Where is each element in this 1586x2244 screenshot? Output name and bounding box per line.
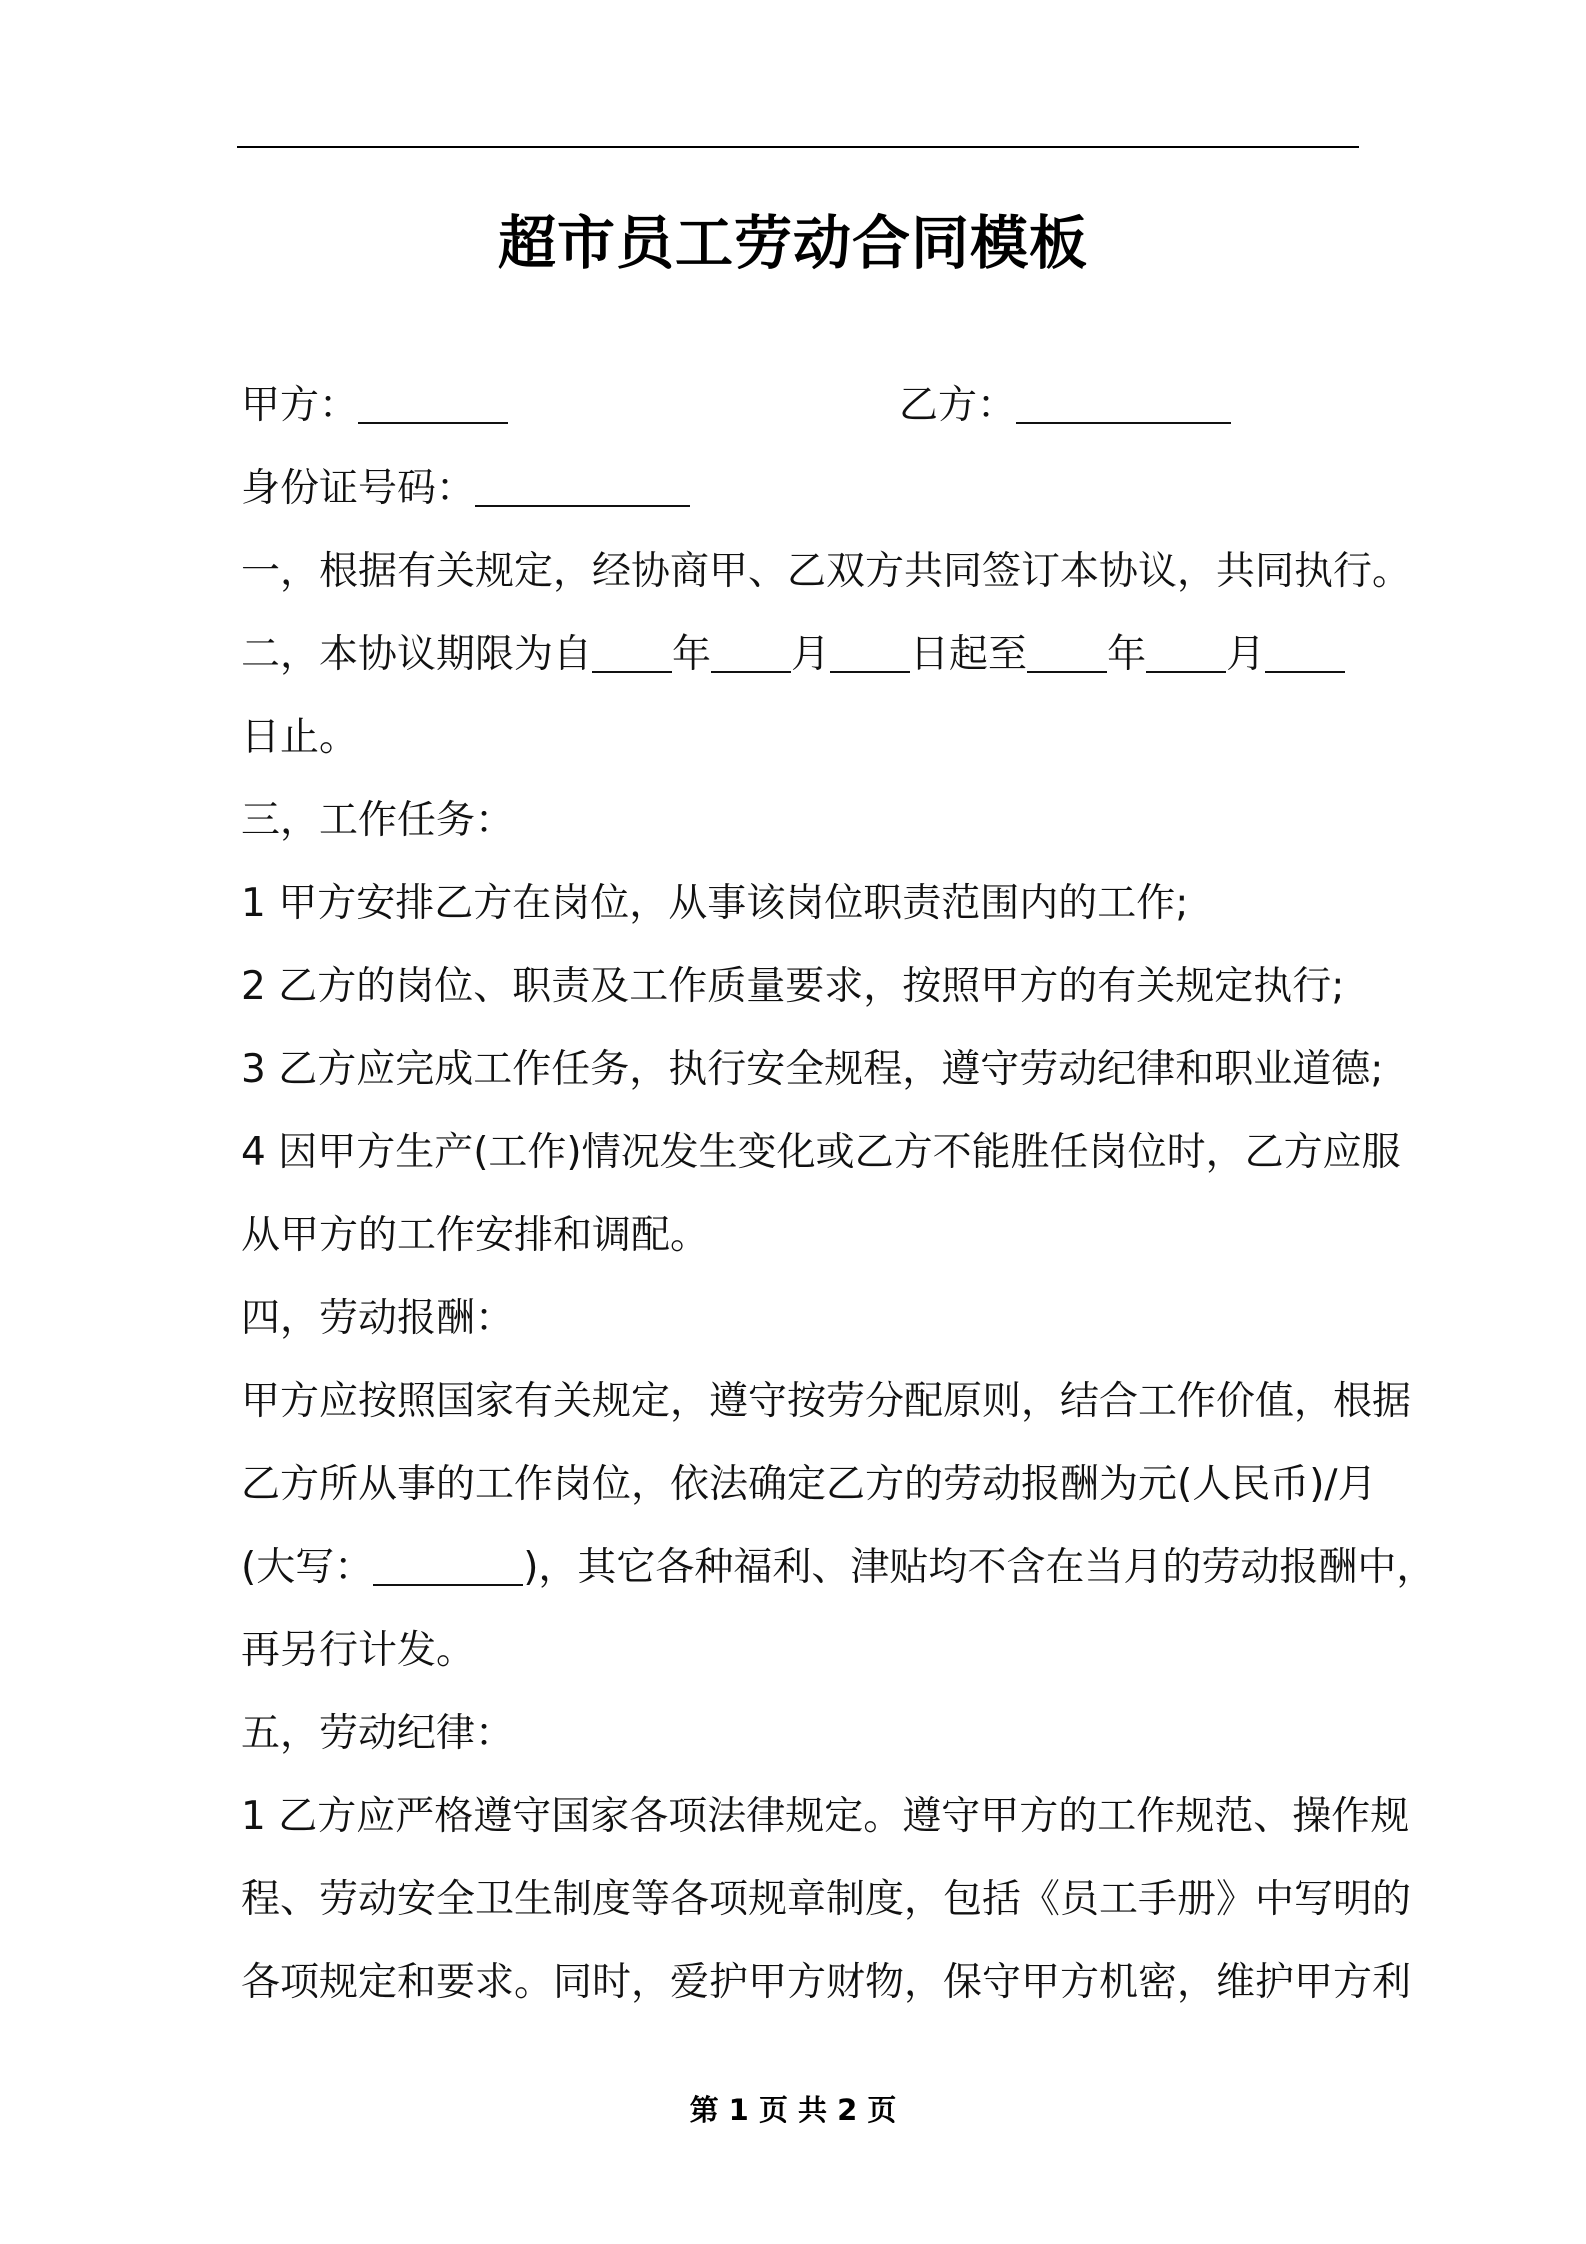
section-3-heading: 三，工作任务： xyxy=(241,798,515,843)
start-year-blank[interactable] xyxy=(592,631,672,673)
page-footer: 第 1 页 共 2 页 xyxy=(689,2093,897,2127)
party-a-line xyxy=(241,375,508,437)
section-5-heading: 五，劳动纪律： xyxy=(241,1711,515,1756)
document-title: 超市员工劳动合同模板 xyxy=(497,209,1088,277)
id-number-line xyxy=(241,458,690,520)
clause-2-text-e: 年 xyxy=(1107,632,1147,677)
clause-2-text-f: 月 xyxy=(1226,632,1266,677)
section-5-item-1c: 各项规定和要求。同时，爱护甲方财物，保守甲方机密，维护甲方利 xyxy=(241,1960,1412,2005)
party-b-line xyxy=(899,375,1231,437)
clause-2-text-b: 年 xyxy=(672,632,712,677)
section-3-item-1: 1 甲方安排乙方在岗位，从事该岗位职责范围内的工作; xyxy=(241,881,1189,926)
start-month-blank[interactable] xyxy=(711,631,791,673)
clause-2-text-c: 月 xyxy=(791,632,831,677)
party-b-label: 乙方： xyxy=(899,383,1017,428)
end-day-blank[interactable] xyxy=(1265,631,1345,673)
section-4-text-b: )，其它各种福利、津贴均不含在当月的劳动报酬中， xyxy=(523,1545,1436,1590)
party-b-blank[interactable] xyxy=(1016,382,1231,424)
id-number-label: 身份证号码： xyxy=(241,466,476,511)
header-rule xyxy=(237,146,1359,148)
end-year-blank[interactable] xyxy=(1027,631,1107,673)
salary-in-words-blank[interactable] xyxy=(373,1544,523,1586)
section-4-text-a: (大写： xyxy=(241,1545,374,1590)
section-5-item-1a: 1 乙方应严格遵守国家各项法律规定。遵守甲方的工作规范、操作规 xyxy=(241,1794,1410,1839)
section-3-item-3: 3 乙方应完成工作任务，执行安全规程，遵守劳动纪律和职业道德; xyxy=(241,1047,1384,1092)
section-3-item-4a: 4 因甲方生产(工作)情况发生变化或乙方不能胜任岗位时，乙方应服 xyxy=(241,1130,1401,1175)
section-4-para-3 xyxy=(241,1537,1435,1599)
section-4-para-4: 再另行计发。 xyxy=(241,1628,476,1673)
end-month-blank[interactable] xyxy=(1146,631,1226,673)
clause-2-line xyxy=(241,624,1345,686)
start-day-blank[interactable] xyxy=(830,631,910,673)
party-a-label: 甲方： xyxy=(241,383,359,428)
id-number-blank[interactable] xyxy=(475,465,690,507)
clause-1: 一，根据有关规定，经协商甲、乙双方共同签订本协议，共同执行。 xyxy=(241,549,1412,594)
section-4-heading: 四，劳动报酬： xyxy=(241,1296,515,1341)
clause-2-end: 日止。 xyxy=(241,715,359,760)
section-4-para-1: 甲方应按照国家有关规定，遵守按劳分配原则，结合工作价值，根据 xyxy=(241,1379,1412,1424)
section-4-para-2: 乙方所从事的工作岗位，依法确定乙方的劳动报酬为元(人民币)/月 xyxy=(241,1462,1377,1507)
section-3-item-2: 2 乙方的岗位、职责及工作质量要求，按照甲方的有关规定执行; xyxy=(241,964,1345,1009)
clause-2-text-d: 日起至 xyxy=(910,632,1028,677)
party-a-blank[interactable] xyxy=(358,382,508,424)
section-3-item-4b: 从甲方的工作安排和调配。 xyxy=(241,1213,710,1258)
section-5-item-1b: 程、劳动安全卫生制度等各项规章制度，包括《员工手册》中写明的 xyxy=(241,1877,1412,1922)
clause-2-text-a: 二，本协议期限为自 xyxy=(241,632,593,677)
